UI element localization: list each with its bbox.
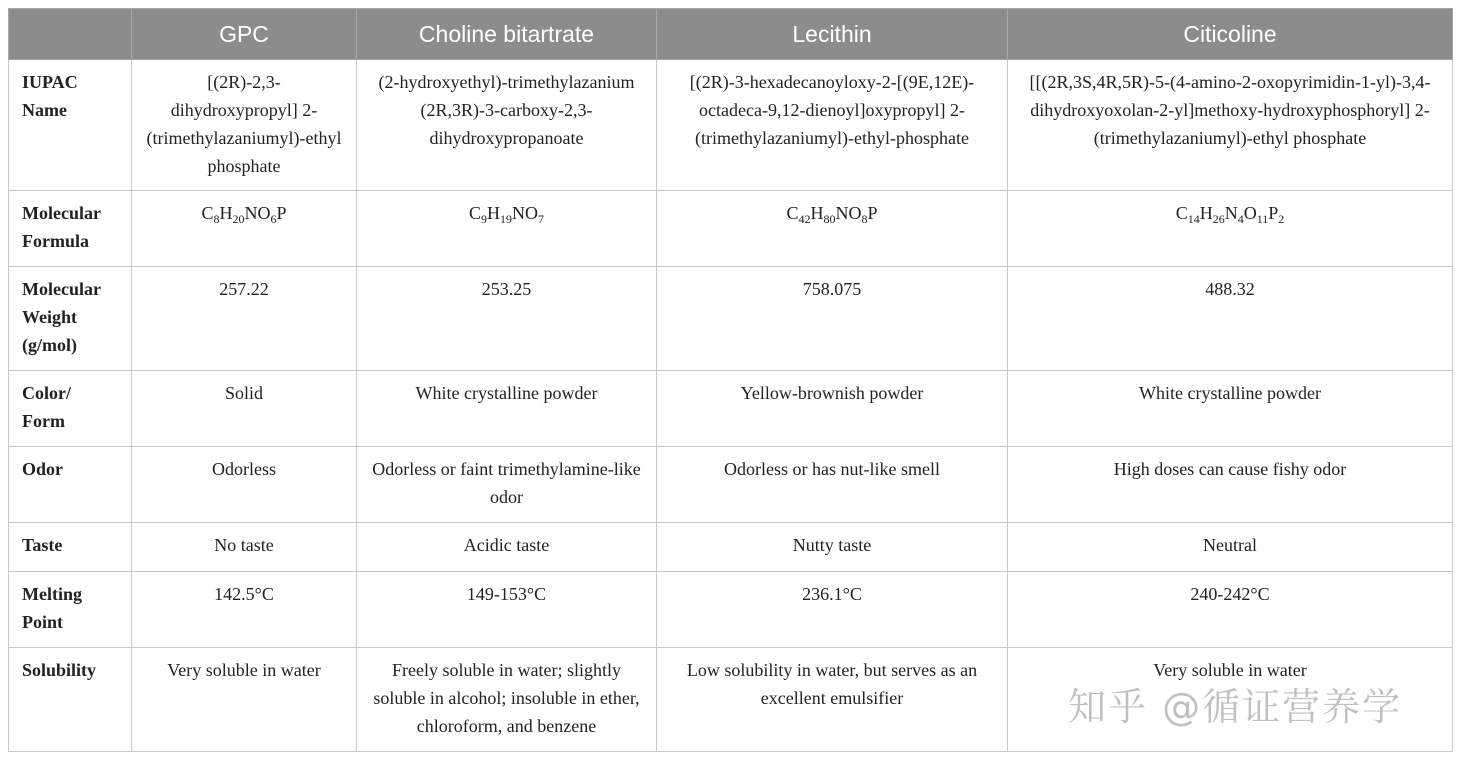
row-label-weight: Molecular Weight (g/mol)	[9, 267, 132, 371]
row-iupac	[9, 60, 1453, 191]
row-formula	[9, 191, 1453, 267]
molecular-formula: $C_{14}H_{26}N_4O_{11}P_2$	[1175, 203, 1285, 226]
header-gpc: GPC	[132, 9, 357, 60]
cell-weight-choline: 253.25	[357, 267, 657, 371]
cell-taste-citicoline: Neutral	[1008, 523, 1453, 572]
cell-formula-choline	[357, 191, 657, 267]
watermark: 知乎 @循证营养学	[1068, 685, 1403, 729]
row-weight	[9, 267, 1453, 371]
cell-color-gpc: Solid	[132, 371, 357, 447]
cell-iupac-gpc: [(2R)-2,3-dihydroxypropyl] 2-(trimethylazaniumyl)-ethyl phosphate	[132, 60, 357, 191]
cell-iupac-citicoline: [[(2R,3S,4R,5R)-5-(4-amino-2-oxopyrimidin-1-yl)-3,4-dihydroxyoxolan-2-yl]methoxy-hydroxyphosphoryl] 2-(trimethylazaniumyl)-ethyl phosphate	[1008, 60, 1453, 191]
header-citicoline: Citicoline	[1008, 9, 1453, 60]
row-label-color-form: Color/ Form	[9, 371, 132, 447]
header-row	[9, 9, 1453, 60]
header-corner	[9, 9, 132, 60]
cell-melting-gpc: 142.5°C	[132, 572, 357, 648]
row-label-odor: Odor	[9, 447, 132, 523]
row-label-formula: Molecular Formula	[9, 191, 132, 267]
row-label-solubility: Solubility	[9, 648, 132, 752]
cell-odor-citicoline: High doses can cause fishy odor	[1008, 447, 1453, 523]
molecular-formula: $C_{42}H_{80}NO_8P$	[786, 203, 878, 226]
cell-weight-lecithin: 758.075	[657, 267, 1008, 371]
cell-color-lecithin: Yellow-brownish powder	[657, 371, 1008, 447]
row-solubility	[9, 648, 1453, 752]
cell-formula-lecithin	[657, 191, 1008, 267]
row-odor	[9, 447, 1453, 523]
row-label-melting-point: Melting Point	[9, 572, 132, 648]
cell-formula-citicoline	[1008, 191, 1453, 267]
molecular-formula: $C_8H_{20}NO_6P$	[201, 203, 287, 226]
cell-odor-lecithin: Odorless or has nut-like smell	[657, 447, 1008, 523]
cell-solubility-lecithin: Low solubility in water, but serves as an excellent emulsifier	[657, 648, 1008, 752]
cell-melting-citicoline: 240-242°C	[1008, 572, 1453, 648]
cell-color-choline: White crystalline powder	[357, 371, 657, 447]
properties-table	[8, 8, 1453, 752]
cell-taste-lecithin: Nutty taste	[657, 523, 1008, 572]
row-taste	[9, 523, 1453, 572]
cell-weight-gpc: 257.22	[132, 267, 357, 371]
cell-weight-citicoline: 488.32	[1008, 267, 1453, 371]
cell-odor-gpc: Odorless	[132, 447, 357, 523]
cell-iupac-choline: (2-hydroxyethyl)-trimethylazanium (2R,3R)-3-carboxy-2,3-dihydroxypropanoate	[357, 60, 657, 191]
header-lecithin: Lecithin	[657, 9, 1008, 60]
cell-taste-choline: Acidic taste	[357, 523, 657, 572]
cell-solubility-gpc: Very soluble in water	[132, 648, 357, 752]
cell-iupac-lecithin: [(2R)-3-hexadecanoyloxy-2-[(9E,12E)-octadeca-9,12-dienoyl]oxypropyl] 2-(trimethylazaniumyl)-ethyl-phosphate	[657, 60, 1008, 191]
row-label-taste: Taste	[9, 523, 132, 572]
cell-melting-lecithin: 236.1°C	[657, 572, 1008, 648]
cell-taste-gpc: No taste	[132, 523, 357, 572]
row-color-form	[9, 371, 1453, 447]
cell-formula-gpc	[132, 191, 357, 267]
header-choline-bitartrate: Choline bitartrate	[357, 9, 657, 60]
cell-solubility-choline: Freely soluble in water; slightly soluble in alcohol; insoluble in ether, chloroform, and benzene	[357, 648, 657, 752]
cell-solubility-citicoline: Very soluble in water	[1008, 648, 1453, 752]
cell-melting-choline: 149-153°C	[357, 572, 657, 648]
cell-color-citicoline: White crystalline powder	[1008, 371, 1453, 447]
row-melting-point	[9, 572, 1453, 648]
cell-odor-choline: Odorless or faint trimethylamine-like odor	[357, 447, 657, 523]
molecular-formula: $C_9H_{19}NO_7$	[468, 203, 544, 226]
row-label-iupac: IUPAC Name	[9, 60, 132, 191]
